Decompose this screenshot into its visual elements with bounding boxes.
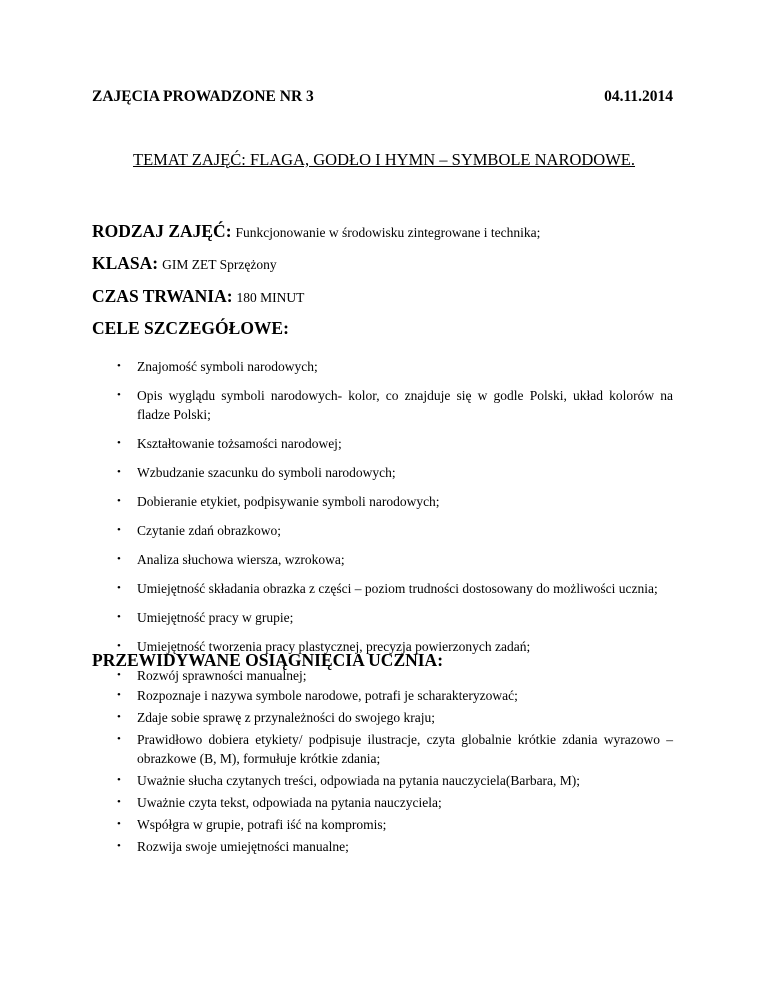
goal-item-text: Opis wyglądu symboli narodowych- kolor, co znajduje się w godle Polski, układ kolorów na fladze Polski; [137,388,673,422]
goal-item-text: Dobieranie etykiet, podpisywanie symboli narodowych; [137,494,440,509]
outcome-item [0,708,673,727]
outcome-item [0,771,673,790]
class-label: KLASA: [92,253,159,273]
bullet-icon: • [117,689,121,701]
goals-heading: CELE SZCZEGÓŁOWE: [92,318,289,338]
outcome-item [0,730,673,768]
duration-value: 180 MINUT [236,290,305,305]
bullet-icon: • [117,553,121,565]
bullet-icon: • [117,389,121,401]
goals-list [0,357,673,695]
lesson-date: 04.11.2014 [604,88,673,105]
goal-item-text: Kształtowanie tożsamości narodowej; [137,436,342,451]
goal-item-text: Umiejętność tworzenia pracy plastycznej, precyzja powierzonych zadań; [137,639,531,654]
outcome-item [0,686,673,705]
outcome-item-text: Zdaje sobie sprawę z przynależności do swojego kraju; [137,710,436,725]
goal-item [0,434,673,453]
goal-item-text: Analiza słuchowa wiersza, wzrokowa; [137,552,345,567]
outcome-item-text: Uważnie słucha czytanych treści, odpowiada na pytania nauczyciela(Barbara, M); [137,773,581,788]
bullet-icon: • [117,774,121,786]
goal-item [0,550,673,569]
bullet-icon: • [117,796,121,808]
outcome-item-text: Rozwija swoje umiejętności manualne; [137,839,349,854]
bullet-icon: • [117,711,121,723]
bullet-icon: • [117,611,121,623]
goal-item [0,579,673,598]
bullet-icon: • [117,640,121,652]
class-value: GIM ZET Sprzężony [162,257,277,272]
outcomes-heading: PRZEWIDYWANE OSIĄGNIĘCIA UCZNIA: [92,650,444,670]
goal-item-text: Umiejętność składania obrazka z części – poziom trudności dostosowany do możliwości ucznia; [137,581,658,596]
goal-item [0,492,673,511]
goal-item [0,608,673,627]
outcome-item-text: Uważnie czyta tekst, odpowiada na pytania nauczyciela; [137,795,442,810]
bullet-icon: • [117,360,121,372]
class-field [92,253,277,274]
lesson-type-value: Funkcjonowanie w środowisku zintegrowane i technika; [235,225,541,240]
bullet-icon: • [117,818,121,830]
goal-item [0,521,673,540]
lesson-topic: TEMAT ZAJĘĆ: FLAGA, GODŁO I HYMN – SYMBOLE NARODOWE. [132,150,636,169]
outcome-item-text: Współgra w grupie, potrafi iść na kompromis; [137,817,387,832]
bullet-icon: • [117,524,121,536]
bullet-icon: • [117,582,121,594]
goal-item [0,386,673,424]
duration-field [92,286,304,307]
outcome-item-text: Prawidłowo dobiera etykiety/ podpisuje ilustracje, czyta globalnie krótkie zdania wyrazowo – obrazkowe (B, M), formułuje krótkie zdania; [137,732,673,766]
goal-item-text: Znajomość symboli narodowych; [137,359,318,374]
lesson-type-label: RODZAJ ZAJĘĆ: [92,221,232,241]
outcome-item [0,837,673,856]
bullet-icon: • [117,495,121,507]
goal-item-text: Umiejętność pracy w grupie; [137,610,294,625]
bullet-icon: • [117,437,121,449]
goal-item [0,357,673,376]
goal-item [0,463,673,482]
goal-item-text: Czytanie zdań obrazkowo; [137,523,281,538]
bullet-icon: • [117,733,121,745]
bullet-icon: • [117,840,121,852]
outcome-item [0,815,673,834]
goal-item-text: Rozwój sprawności manualnej; [137,668,307,683]
duration-label: CZAS TRWANIA: [92,286,233,306]
outcome-item-text: Rozpoznaje i nazywa symbole narodowe, potrafi je scharakteryzować; [137,688,518,703]
lesson-type-field [92,221,540,242]
lesson-title: ZAJĘCIA PROWADZONE NR 3 [92,88,314,105]
goal-item-text: Wzbudzanie szacunku do symboli narodowych; [137,465,396,480]
bullet-icon: • [117,466,121,478]
outcomes-list [0,686,673,859]
outcome-item [0,793,673,812]
bullet-icon: • [117,669,121,681]
